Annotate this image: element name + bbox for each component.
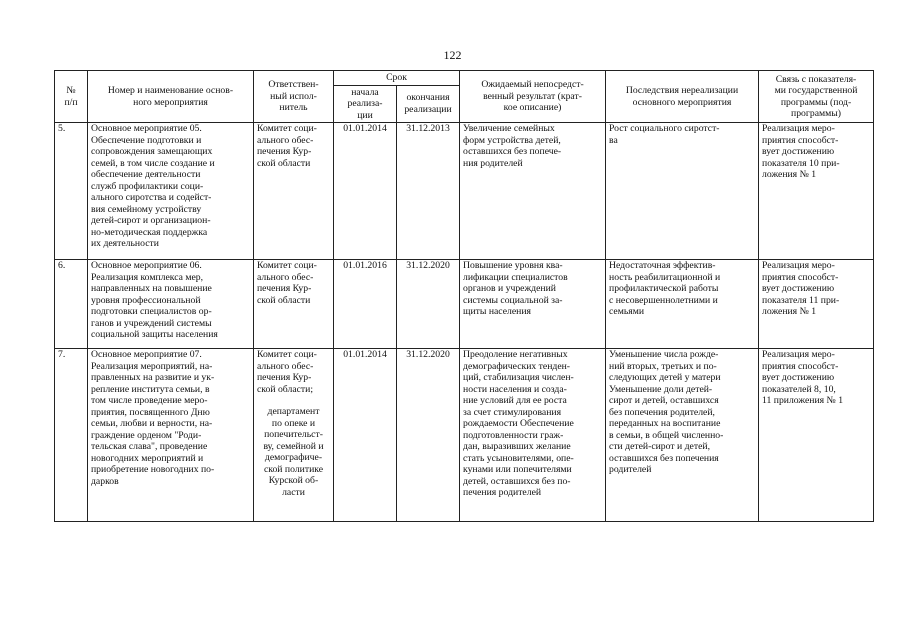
- activity-name-text: [91, 260, 250, 341]
- expected-result: [460, 260, 606, 349]
- cell-line: печения родителей: [463, 487, 542, 498]
- cell-line: подготовки специалистов ор-: [91, 306, 212, 317]
- cell-line: ложения № 1: [762, 306, 817, 317]
- cell-line: департамент: [267, 406, 320, 417]
- cell-line: форм устройства детей,: [463, 134, 561, 146]
- cell-line: ской политике: [263, 463, 324, 475]
- cell-line: Номер и наименование основ-: [107, 85, 234, 96]
- cell-line: печения Кур-: [257, 283, 312, 294]
- cell-line: Основное мероприятие 06.: [91, 260, 202, 271]
- cell-spacer: [257, 395, 330, 406]
- cell-line: обеспечение деятельности: [91, 169, 201, 180]
- indicator-link: [759, 349, 874, 522]
- responsible-executor-committee: [257, 349, 330, 395]
- cell-line: ми государственной: [774, 85, 858, 96]
- header-start: [334, 85, 397, 123]
- cell-line: семей, в том числе создание и: [91, 157, 215, 169]
- cell-line: системы социальной за-: [463, 294, 563, 306]
- cell-line: ва: [609, 134, 618, 146]
- cell-line: Повышение уровня ква-: [463, 260, 563, 271]
- header-result: [460, 71, 606, 123]
- expected-result-text: [463, 123, 602, 169]
- cell-line: ложения № 1: [762, 169, 817, 180]
- cell-line: по опеке и: [271, 417, 316, 429]
- cell-line: Обеспечение подготовки и: [91, 134, 202, 146]
- cell-line: ального обес-: [257, 134, 314, 146]
- cell-line: венный результат (крат-: [483, 90, 582, 102]
- cell-line: приятия способст-: [762, 134, 839, 146]
- header-responsible: [254, 71, 334, 123]
- cell-line: стать усыновителями, опе-: [463, 452, 574, 464]
- cell-line: детей, оставшихся без по-: [463, 475, 571, 487]
- cell-line: дан, выразивших желание: [463, 441, 571, 452]
- table-row: [55, 349, 874, 522]
- indicator-link-text: [762, 349, 870, 407]
- cell-line: следующих детей у матери: [609, 372, 721, 383]
- cell-line: №: [66, 85, 76, 96]
- cell-line: Связь с показателя-: [775, 73, 857, 85]
- consequences-text: [609, 123, 755, 146]
- start-date: 01.01.2014: [334, 123, 397, 260]
- cell-line: приятия способст-: [762, 271, 839, 283]
- cell-line: репление института семьи, в: [91, 383, 210, 395]
- cell-line: вует достижению: [762, 283, 835, 294]
- indicator-link: [759, 123, 874, 260]
- cell-line: социальной защиты населения: [91, 329, 218, 340]
- activity-name: [88, 349, 254, 522]
- cell-line: показателя 11 при-: [762, 294, 840, 306]
- cell-line: Комитет соци-: [257, 123, 317, 134]
- cell-line: реализа-: [347, 98, 383, 109]
- cell-line: окончания: [406, 92, 450, 104]
- cell-line: подготовленности граж-: [463, 429, 564, 441]
- cell-line: семьи, любви и верности, на-: [91, 418, 213, 429]
- cell-line: реализации: [404, 103, 452, 115]
- cell-line: ный испол-: [270, 90, 317, 102]
- page-number: 122: [443, 48, 462, 62]
- cell-line: попечительст-: [264, 429, 323, 440]
- responsible-executor-text: [257, 260, 330, 306]
- cell-line: дарков: [91, 475, 119, 487]
- row-number: 6.: [55, 260, 88, 349]
- activity-name: [88, 260, 254, 349]
- cell-line: оставшихся без попече-: [463, 146, 562, 157]
- responsible-executor: [254, 349, 334, 522]
- cell-line: Комитет соци-: [257, 349, 317, 360]
- cell-line: Последствия нереализации: [625, 85, 739, 96]
- cell-line: ций, стабилизация числен-: [463, 372, 574, 383]
- consequences: [606, 260, 759, 349]
- cell-line: органов и учреждений: [463, 283, 556, 294]
- start-date: 01.01.2014: [334, 349, 397, 522]
- cell-line: кунами или попечителями: [463, 464, 572, 475]
- consequences: [606, 123, 759, 260]
- cell-line: их деятельности: [91, 238, 159, 249]
- cell-line: приятия, посвященного Дню: [91, 406, 210, 418]
- cell-line: уровня профессиональной: [91, 294, 201, 306]
- header-num-text: [57, 85, 85, 108]
- responsible-executor: [254, 260, 334, 349]
- start-date: 01.01.2016: [334, 260, 397, 349]
- cell-line: приобретение новогодних по-: [91, 464, 215, 475]
- cell-line: граждение орденом "Роди-: [91, 429, 202, 441]
- header-consequences-text: [608, 85, 756, 108]
- cell-line: показателя 10 при-: [762, 157, 840, 169]
- cell-line: оставшихся без попечения: [609, 452, 719, 464]
- header-link: [759, 71, 874, 123]
- cell-line: ния родителей: [463, 157, 523, 169]
- cell-line: вия семейному устройству: [91, 203, 202, 215]
- cell-line: ние условий для ее роста: [463, 395, 567, 406]
- cell-line: начала: [351, 86, 379, 98]
- cell-line: ву, семейной и: [263, 440, 324, 452]
- cell-line: программы (под-: [780, 96, 852, 108]
- consequences-text: [609, 260, 755, 318]
- expected-result-text: [463, 260, 602, 318]
- cell-line: вует достижению: [762, 146, 835, 157]
- cell-line: 11 приложения № 1: [762, 395, 844, 406]
- cell-line: с несовершеннолетними и: [609, 294, 718, 306]
- cell-line: ность реабилитационной и: [609, 271, 721, 283]
- cell-line: Реализация мероприятий, на-: [91, 360, 213, 372]
- cell-line: детей-сирот и организацион-: [91, 215, 211, 226]
- indicator-link: [759, 260, 874, 349]
- consequences-text: [609, 349, 755, 476]
- cell-line: в семьи, в общей численно-: [609, 429, 724, 441]
- cell-line: направленных на повышение: [91, 283, 212, 294]
- end-date: 31.12.2020: [397, 349, 460, 522]
- cell-line: ской области: [257, 294, 311, 306]
- cell-line: правленных на развитие и ук-: [91, 372, 215, 383]
- cell-line: основного мероприятия: [632, 96, 732, 108]
- program-activities-table: [54, 70, 874, 522]
- cell-line: Реализация меро-: [762, 349, 835, 360]
- cell-line: лификации специалистов: [463, 271, 568, 283]
- cell-line: ции: [357, 109, 373, 121]
- cell-line: Основное мероприятие 05.: [91, 123, 202, 134]
- cell-line: новогодних мероприятий и: [91, 452, 204, 464]
- cell-line: вует достижению: [762, 372, 835, 383]
- cell-line: переданных на воспитание: [609, 418, 721, 429]
- expected-result-text: [463, 349, 602, 499]
- responsible-executor-department: [257, 406, 330, 498]
- end-date: 31.12.2013: [397, 123, 460, 260]
- activity-name: [88, 123, 254, 260]
- cell-line: программы): [791, 108, 841, 119]
- header-result-text: [462, 79, 603, 114]
- indicator-link-text: [762, 260, 870, 318]
- cell-line: ности населения и созда-: [463, 383, 567, 395]
- expected-result: [460, 123, 606, 260]
- cell-line: нитель: [279, 102, 308, 114]
- cell-line: ального обес-: [257, 360, 314, 372]
- cell-line: демографических тенден-: [463, 360, 571, 372]
- header-link-text: [761, 74, 871, 120]
- cell-line: сти детей-сирот и детей,: [609, 441, 711, 452]
- cell-line: Реализация меро-: [762, 260, 835, 271]
- cell-line: Комитет соци-: [257, 260, 317, 271]
- cell-line: щиты населения: [463, 306, 531, 317]
- cell-line: сирот и детей, оставшихся: [609, 395, 719, 406]
- table-row: [55, 123, 874, 260]
- activity-name-text: [91, 123, 250, 250]
- cell-line: без попечения родителей,: [609, 406, 715, 418]
- cell-line: тельская слава", проведение: [91, 441, 208, 452]
- cell-line: демографиче-: [264, 452, 323, 463]
- row-number: 7.: [55, 349, 88, 522]
- header-end: [397, 85, 460, 123]
- cell-line: семьями: [609, 306, 645, 317]
- cell-line: рождаемости Обеспечение: [463, 418, 574, 429]
- header-consequences: [606, 71, 759, 123]
- cell-line: ганов и учреждений системы: [91, 317, 212, 329]
- end-date: 31.12.2020: [397, 260, 460, 349]
- header-start-text: [336, 87, 394, 122]
- cell-line: ного мероприятия: [133, 96, 208, 108]
- cell-line: Ожидаемый непосредст-: [481, 79, 584, 91]
- table-row: [55, 260, 874, 349]
- expected-result: [460, 349, 606, 522]
- cell-line: показателей 8, 10,: [762, 383, 836, 395]
- cell-line: печения Кур-: [257, 372, 312, 383]
- cell-line: служб профилактики соци-: [91, 180, 204, 192]
- cell-line: Преодоление негативных: [463, 349, 568, 360]
- activity-name-text: [91, 349, 250, 487]
- cell-line: ласти: [282, 486, 305, 498]
- header-responsible-text: [256, 79, 331, 114]
- cell-line: кое описание): [503, 102, 562, 114]
- cell-line: Курской об-: [268, 475, 319, 486]
- header-num: [55, 71, 88, 123]
- cell-line: Уменьшение числа рожде-: [609, 349, 719, 360]
- indicator-link-text: [762, 123, 870, 181]
- cell-line: но-методическая поддержка: [91, 226, 208, 238]
- header-name: [88, 71, 254, 123]
- cell-line: ской области: [257, 157, 311, 169]
- cell-line: приятия способст-: [762, 360, 839, 372]
- cell-line: Увеличение семейных: [463, 123, 555, 134]
- cell-line: профилактической работы: [609, 283, 719, 294]
- cell-line: Основное мероприятие 07.: [91, 349, 202, 360]
- cell-line: Недостаточная эффектив-: [609, 260, 716, 271]
- cell-line: том числе проведение меро-: [91, 395, 208, 406]
- cell-line: Уменьшение доли детей-: [609, 383, 713, 395]
- cell-line: родителей: [609, 464, 652, 475]
- header-end-text: [399, 92, 457, 115]
- cell-line: Реализация меро-: [762, 123, 835, 134]
- consequences: [606, 349, 759, 522]
- cell-line: ального сиротства и содейст-: [91, 192, 212, 203]
- cell-line: печения Кур-: [257, 146, 312, 157]
- responsible-executor-text: [257, 123, 330, 169]
- cell-line: за счет стимулирования: [463, 406, 562, 418]
- header-name-text: [90, 85, 251, 108]
- cell-line: Реализация комплекса мер,: [91, 271, 204, 283]
- row-number: 5.: [55, 123, 88, 260]
- cell-line: п/п: [64, 96, 78, 108]
- cell-line: Рост социального сиротст-: [609, 123, 720, 134]
- header-term: Срок: [334, 71, 460, 86]
- cell-line: сопровождения замещающих: [91, 146, 213, 157]
- cell-line: Ответствен-: [268, 79, 319, 91]
- cell-line: ний вторых, третьих и по-: [609, 360, 717, 372]
- cell-line: ской области;: [257, 383, 314, 395]
- cell-line: ального обес-: [257, 271, 314, 283]
- responsible-executor: [254, 123, 334, 260]
